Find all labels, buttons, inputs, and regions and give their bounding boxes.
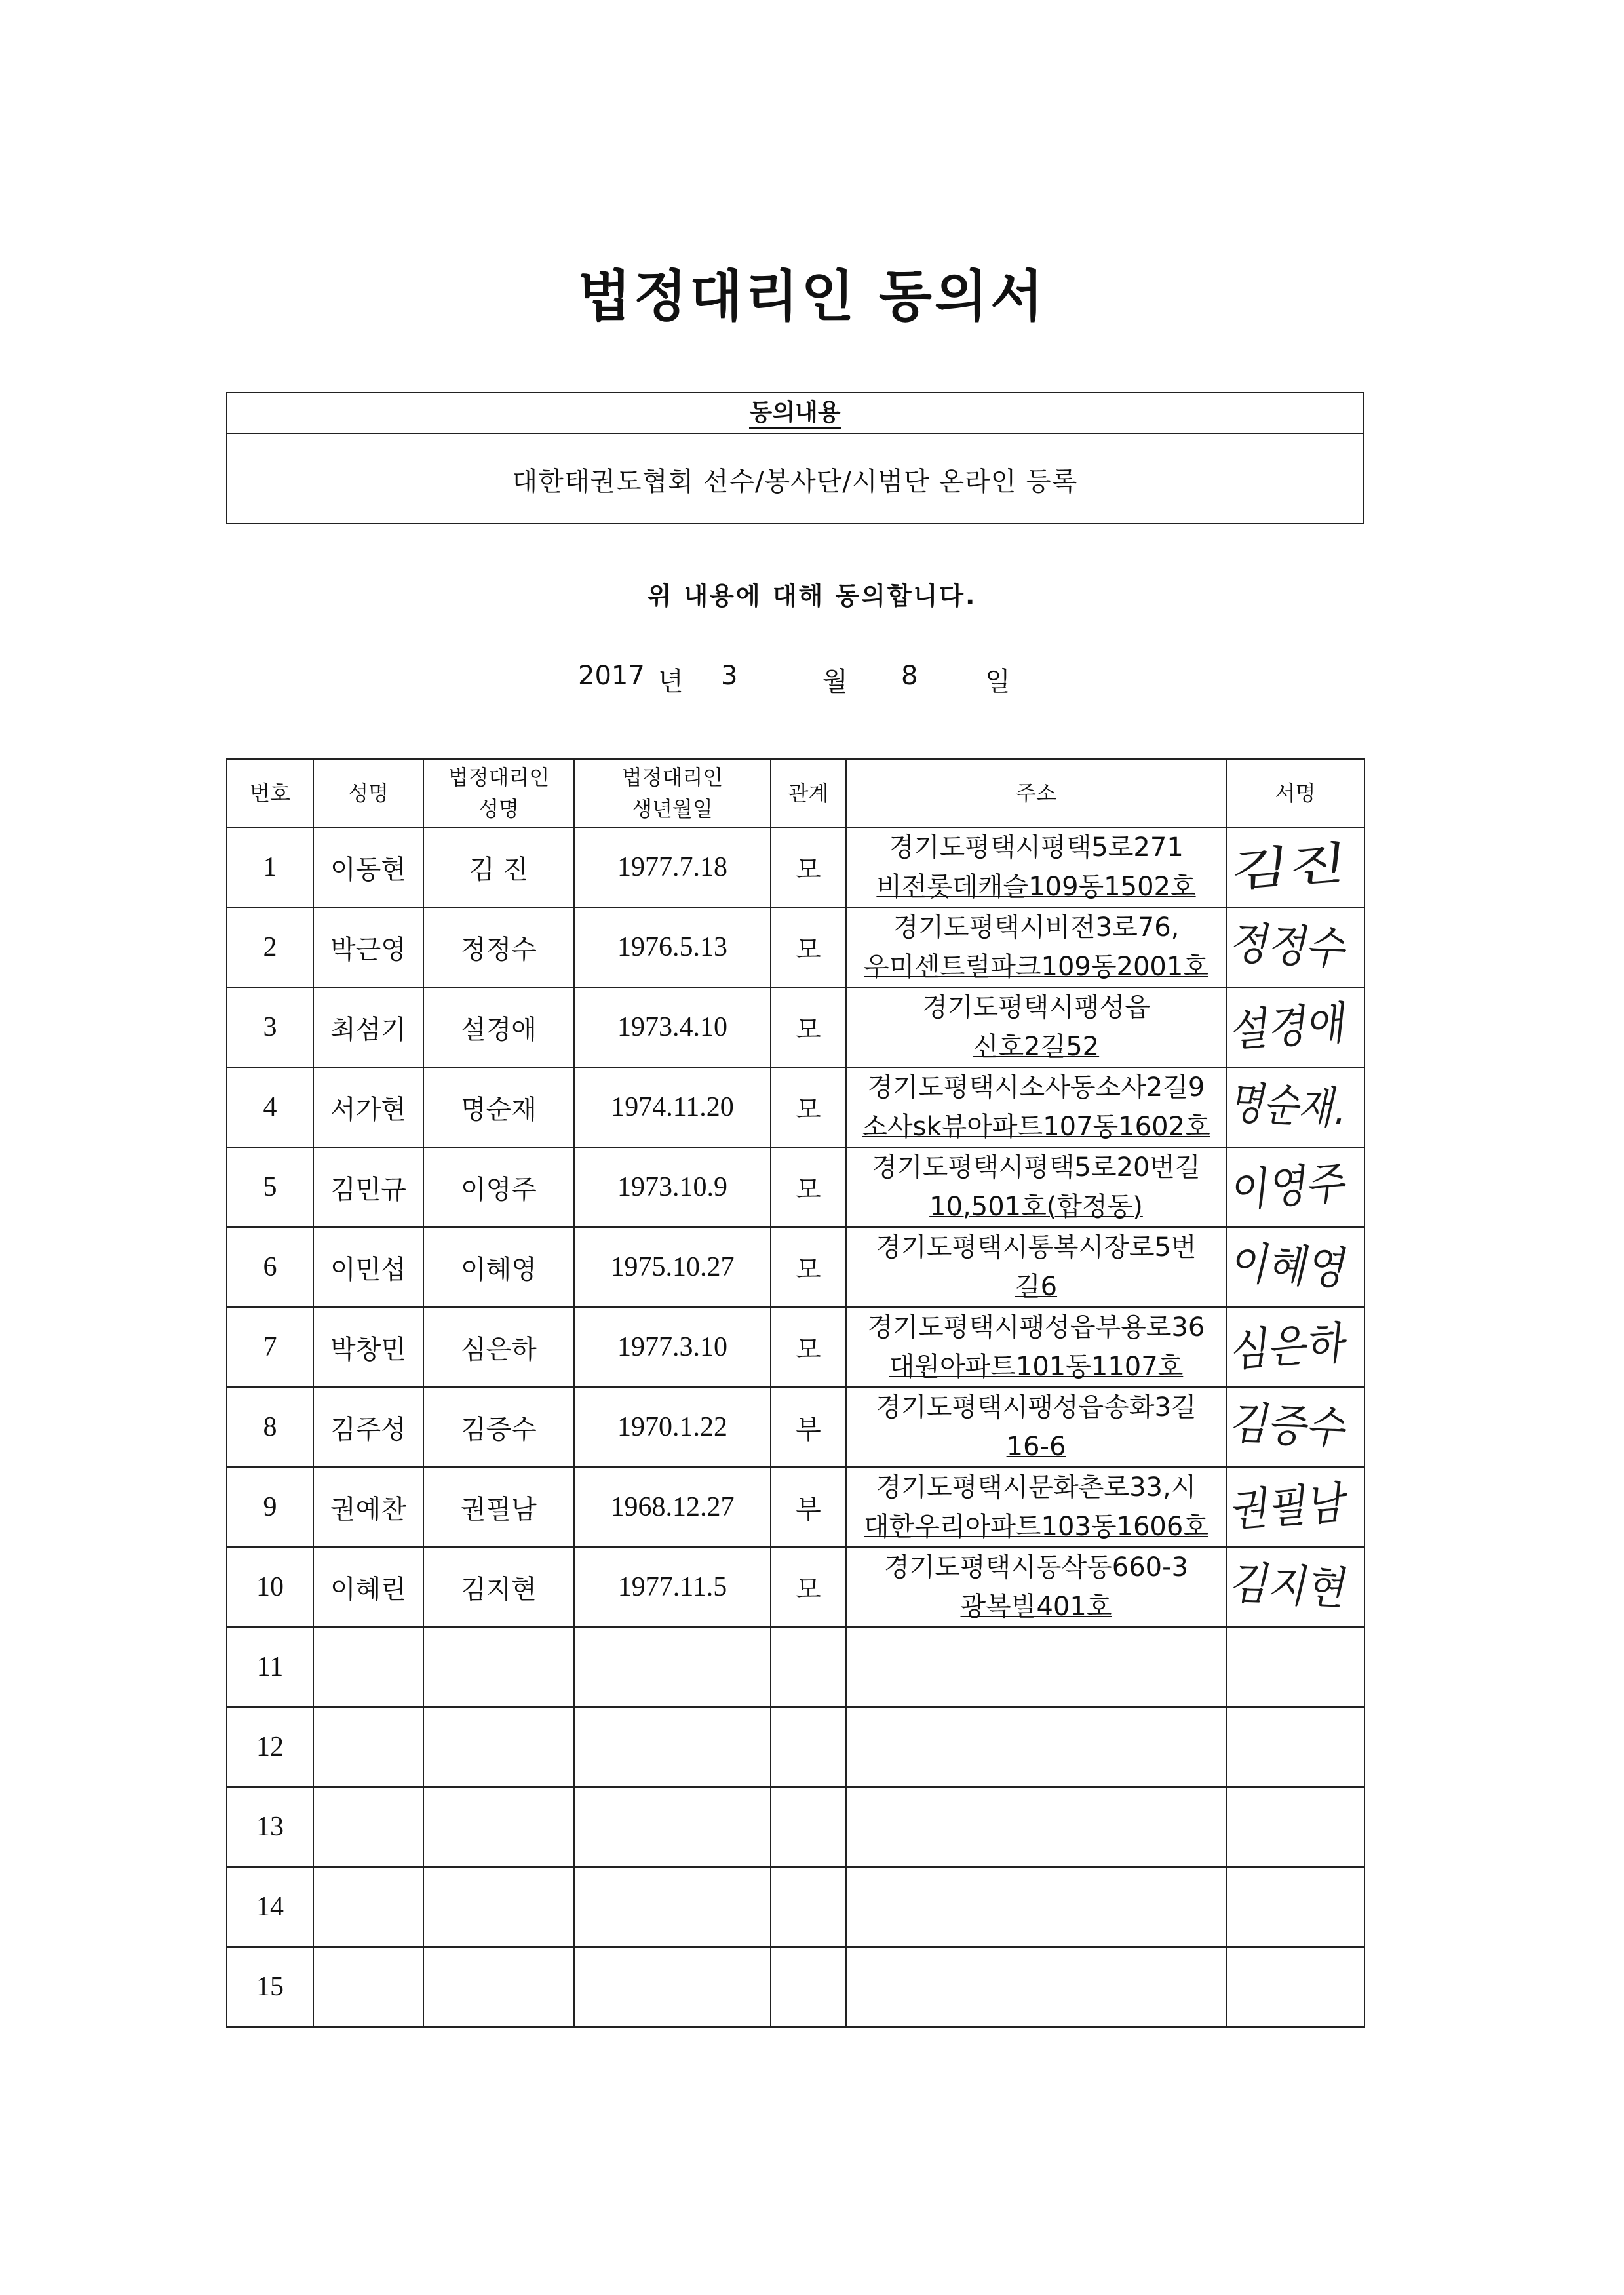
header-rep-name-line1: 법정대리인	[448, 765, 550, 790]
participant-name	[313, 1867, 423, 1947]
participant-name: 박근영	[313, 907, 423, 987]
signature-cell	[1226, 907, 1364, 987]
address	[846, 1147, 1226, 1227]
date-day: 8	[901, 661, 918, 691]
guardian-name: 김증수	[423, 1387, 574, 1467]
row-number: 11	[227, 1627, 313, 1707]
guardian-name	[423, 1707, 574, 1787]
header-rep-name	[423, 759, 574, 827]
participant-name: 이혜린	[313, 1547, 423, 1627]
address-line-2: 소사sk뷰아파트107동1602호	[862, 1112, 1210, 1142]
guardian-name: 명순재	[423, 1067, 574, 1147]
address-line-1: 경기도평택시문화촌로33,시	[876, 1472, 1197, 1502]
date-month-unit: 월	[822, 667, 848, 697]
handwritten-signature	[1226, 1550, 1366, 1624]
relationship: 모	[771, 987, 846, 1067]
address	[846, 1467, 1226, 1547]
document-title: 법정대리인 동의서	[577, 264, 1047, 328]
participant-name: 최섬기	[313, 987, 423, 1067]
guardian-birthdate: 1970.1.22	[574, 1387, 771, 1467]
relationship: 모	[771, 1067, 846, 1147]
consent-heading-text: 동의내용	[749, 399, 840, 429]
relationship: 부	[771, 1467, 846, 1547]
header-relation: 관계	[771, 759, 846, 827]
guardian-birthdate: 1976.5.13	[574, 907, 771, 987]
guardian-name: 권필남	[423, 1467, 574, 1547]
date-day-unit: 일	[985, 667, 1011, 697]
address	[846, 1307, 1226, 1387]
participant-name	[313, 1627, 423, 1707]
date-month: 3	[721, 661, 738, 691]
guardian-birthdate: 1977.11.5	[574, 1547, 771, 1627]
guardian-name	[423, 1787, 574, 1867]
participant-name: 서가현	[313, 1067, 423, 1147]
guardian-birthdate: 1968.12.27	[574, 1467, 771, 1547]
signature-text: 정정수	[1226, 917, 1366, 976]
row-number: 12	[227, 1707, 313, 1787]
relationship	[771, 1947, 846, 2027]
address-line-1: 경기도평택시소사동소사2길9	[867, 1072, 1205, 1103]
participant-name	[313, 1787, 423, 1867]
relationship: 모	[771, 1547, 846, 1627]
signature-cell	[1226, 1387, 1364, 1467]
address	[846, 1547, 1226, 1627]
guardian-name	[423, 1627, 574, 1707]
row-number: 5	[227, 1147, 313, 1227]
row-number: 8	[227, 1387, 313, 1467]
table-row	[227, 1307, 1364, 1387]
header-rep-name-line2: 성명	[478, 796, 519, 821]
guardian-name: 김 진	[423, 827, 574, 907]
participant-name: 박창민	[313, 1307, 423, 1387]
table-row	[227, 1067, 1364, 1147]
guardian-birthdate: 1973.4.10	[574, 987, 771, 1067]
participant-name	[313, 1947, 423, 2027]
address	[846, 1787, 1226, 1867]
signature-text: 김증수	[1226, 1397, 1366, 1456]
address	[846, 1867, 1226, 1947]
table-header-row	[227, 759, 1364, 827]
address	[846, 907, 1226, 987]
handwritten-signature	[1226, 1070, 1381, 1144]
participant-name: 이동현	[313, 827, 423, 907]
handwritten-signature	[1230, 831, 1361, 904]
address-line-2: 대원아파트101동1107호	[889, 1352, 1184, 1382]
row-number: 9	[227, 1467, 313, 1547]
relationship: 모	[771, 1147, 846, 1227]
guardian-name: 설경애	[423, 987, 574, 1067]
guardian-birthdate: 1975.10.27	[574, 1227, 771, 1307]
table-row	[227, 827, 1364, 907]
guardian-name: 이혜영	[423, 1227, 574, 1307]
address-line-2: 광복빌401호	[960, 1592, 1112, 1622]
handwritten-signature	[1230, 1310, 1361, 1384]
guardian-birthdate: 1977.7.18	[574, 827, 771, 907]
table-row	[227, 907, 1364, 987]
signature-text: 김진	[1228, 838, 1320, 898]
signature-text: 김지현	[1226, 1557, 1366, 1616]
address	[846, 1947, 1226, 2027]
row-number: 4	[227, 1067, 313, 1147]
guardian-birthdate	[574, 1787, 771, 1867]
table-row	[227, 1467, 1364, 1547]
relationship	[771, 1707, 846, 1787]
table-row	[227, 1547, 1364, 1627]
signature-cell	[1226, 1467, 1364, 1547]
table-row	[227, 1867, 1364, 1947]
header-rep-birth-line1: 법정대리인	[621, 765, 724, 790]
address-line-2: 10,501호(합정동)	[929, 1192, 1143, 1222]
signature-cell	[1226, 1707, 1364, 1787]
relationship: 모	[771, 907, 846, 987]
signature-text: 이영주	[1228, 1156, 1363, 1218]
signature-text: 권필남	[1228, 1476, 1363, 1538]
relationship: 모	[771, 827, 846, 907]
participant-name: 김주성	[313, 1387, 423, 1467]
signature-text: 심은하	[1228, 1316, 1363, 1378]
guardian-name	[423, 1867, 574, 1947]
address-line-1: 경기도평택시비전3로76,	[893, 912, 1180, 943]
guardian-name: 김지현	[423, 1547, 574, 1627]
guardian-birthdate	[574, 1627, 771, 1707]
handwritten-signature	[1226, 911, 1366, 984]
table-row	[227, 1387, 1364, 1467]
signature-cell	[1226, 987, 1364, 1067]
address-line-2: 길6	[1015, 1272, 1058, 1302]
row-number: 7	[227, 1307, 313, 1387]
handwritten-signature	[1230, 1470, 1361, 1544]
signature-cell	[1226, 1547, 1364, 1627]
signature-cell	[1226, 1627, 1364, 1707]
row-number: 10	[227, 1547, 313, 1627]
header-name: 성명	[313, 759, 423, 827]
participant-name: 권예찬	[313, 1467, 423, 1547]
address-line-1: 경기도평택시팽성읍송화3길	[876, 1392, 1197, 1422]
table-row	[227, 1787, 1364, 1867]
signature-cell	[1226, 827, 1364, 907]
address-line-1: 경기도평택시동삭동660-3	[884, 1552, 1188, 1582]
address-line-2: 신호2길52	[973, 1032, 1100, 1062]
date-year: 2017	[578, 661, 645, 691]
signature-cell	[1226, 1787, 1364, 1867]
row-number: 15	[227, 1947, 313, 2027]
guardian-birthdate: 1973.10.9	[574, 1147, 771, 1227]
table-row	[227, 1147, 1364, 1227]
row-number: 14	[227, 1867, 313, 1947]
relationship: 모	[771, 1307, 846, 1387]
address-line-2: 비전롯데캐슬109동1502호	[876, 872, 1196, 902]
table-row	[227, 1707, 1364, 1787]
header-number: 번호	[227, 759, 313, 827]
address	[846, 1067, 1226, 1147]
guardian-birthdate: 1974.11.20	[574, 1067, 771, 1147]
relationship	[771, 1867, 846, 1947]
consent-box	[226, 392, 1364, 524]
signature-cell	[1226, 1867, 1364, 1947]
signature-text: 설경애	[1228, 996, 1363, 1058]
address-line-2: 16-6	[1006, 1432, 1066, 1462]
table-row	[227, 1947, 1364, 2027]
guardian-table	[226, 758, 1381, 2028]
relationship	[771, 1787, 846, 1867]
table-row	[227, 1627, 1364, 1707]
header-rep-birth-line2: 생년월일	[632, 796, 713, 821]
address	[846, 1387, 1226, 1467]
address	[846, 827, 1226, 907]
handwritten-signature	[1230, 991, 1361, 1064]
address	[846, 987, 1226, 1067]
participant-name: 김민규	[313, 1147, 423, 1227]
signature-cell	[1226, 1307, 1364, 1387]
address	[846, 1707, 1226, 1787]
address-line-1: 경기도평택시팽성읍부용로36	[867, 1312, 1205, 1343]
relationship: 부	[771, 1387, 846, 1467]
signature-cell	[1226, 1067, 1381, 1147]
address-line-1: 경기도평택시통복시장로5번	[876, 1232, 1197, 1263]
guardian-birthdate	[574, 1707, 771, 1787]
guardian-name	[423, 1947, 574, 2027]
signature-cell	[1226, 1147, 1364, 1227]
guardian-name: 정정수	[423, 907, 574, 987]
guardian-birthdate	[574, 1867, 771, 1947]
address	[846, 1627, 1226, 1707]
relationship	[771, 1627, 846, 1707]
participant-name: 이민섭	[313, 1227, 423, 1307]
row-number: 13	[227, 1787, 313, 1867]
table-row	[227, 987, 1364, 1067]
address-line-2: 대한우리아파트103동1606호	[864, 1512, 1208, 1542]
address-line-2: 우미센트럴파크109동2001호	[864, 952, 1208, 982]
guardian-name: 이영주	[423, 1147, 574, 1227]
signature-cell	[1226, 1947, 1364, 2027]
row-number: 2	[227, 907, 313, 987]
row-number: 1	[227, 827, 313, 907]
guardian-birthdate	[574, 1947, 771, 2027]
address-line-1: 경기도평택시평택5로20번길	[872, 1152, 1201, 1183]
header-signature: 서명	[1226, 759, 1364, 827]
date-year-unit: 년	[658, 667, 684, 697]
header-address: 주소	[846, 759, 1226, 827]
handwritten-signature	[1226, 1230, 1366, 1304]
consent-content: 대한태권도협회 선수/봉사단/시범단 온라인 등록	[512, 466, 1078, 497]
handwritten-signature	[1230, 1150, 1361, 1224]
signature-cell	[1226, 1227, 1364, 1307]
row-number: 6	[227, 1227, 313, 1307]
address	[846, 1227, 1226, 1307]
address-line-1: 경기도평택시팽성읍	[922, 992, 1150, 1023]
header-rep-birth	[574, 759, 771, 827]
row-number: 3	[227, 987, 313, 1067]
guardian-name: 심은하	[423, 1307, 574, 1387]
consent-heading	[227, 393, 1363, 434]
participant-name	[313, 1707, 423, 1787]
relationship: 모	[771, 1227, 846, 1307]
signature-text: 이혜영	[1226, 1237, 1366, 1296]
guardian-birthdate: 1977.3.10	[574, 1307, 771, 1387]
handwritten-signature	[1226, 1390, 1366, 1464]
signature-text: 명순재.	[1226, 1077, 1381, 1137]
address-line-1: 경기도평택시평택5로271	[889, 833, 1184, 863]
table-row	[227, 1227, 1364, 1307]
agreement-statement: 위 내용에 대해 동의합니다.	[647, 581, 977, 610]
